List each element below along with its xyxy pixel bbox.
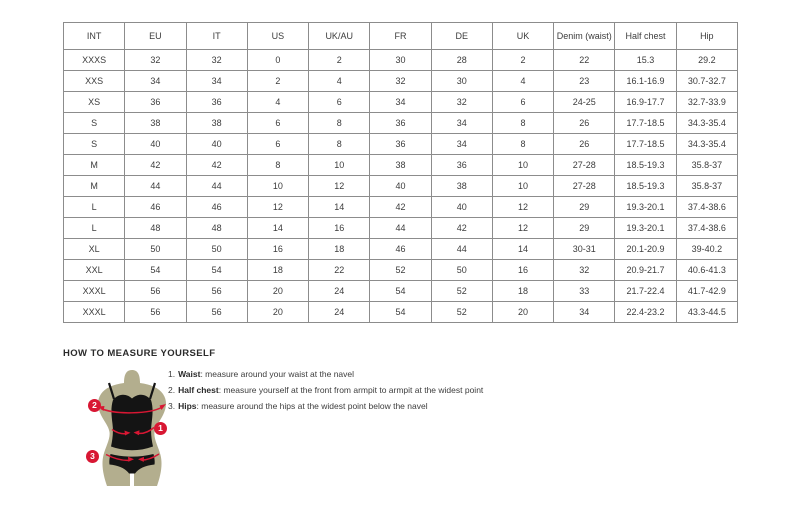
measure-item-text: : measure around the hips at the widest point below the navel bbox=[196, 401, 428, 411]
table-header-cell: UK/AU bbox=[309, 23, 370, 50]
table-cell: 8 bbox=[492, 134, 553, 155]
table-cell: 36 bbox=[186, 92, 247, 113]
table-cell: L bbox=[64, 197, 125, 218]
size-chart-table bbox=[63, 22, 738, 323]
table-cell: 2 bbox=[247, 71, 308, 92]
table-row bbox=[64, 50, 738, 71]
table-cell: 29.2 bbox=[676, 50, 737, 71]
measure-item-label: Half chest bbox=[178, 385, 219, 395]
measure-item-label: Waist bbox=[178, 369, 201, 379]
table-cell: 39-40.2 bbox=[676, 239, 737, 260]
table-cell: 34 bbox=[125, 71, 186, 92]
table-row bbox=[64, 134, 738, 155]
table-header-cell: IT bbox=[186, 23, 247, 50]
table-header-cell: US bbox=[247, 23, 308, 50]
measure-instructions-list bbox=[168, 370, 483, 418]
table-cell: M bbox=[64, 155, 125, 176]
table-row bbox=[64, 302, 738, 323]
table-row bbox=[64, 218, 738, 239]
table-cell: 48 bbox=[125, 218, 186, 239]
table-row bbox=[64, 197, 738, 218]
mannequin-illustration bbox=[82, 367, 182, 490]
table-cell: 12 bbox=[309, 176, 370, 197]
table-cell: 34 bbox=[186, 71, 247, 92]
table-cell: 56 bbox=[186, 281, 247, 302]
table-header-cell: EU bbox=[125, 23, 186, 50]
table-cell: 35.8-37 bbox=[676, 155, 737, 176]
table-cell: 34.3-35.4 bbox=[676, 134, 737, 155]
table-cell: 36 bbox=[431, 155, 492, 176]
table-cell: 42 bbox=[125, 155, 186, 176]
table-cell: 12 bbox=[492, 197, 553, 218]
table-cell: 54 bbox=[370, 281, 431, 302]
table-cell: 2 bbox=[309, 50, 370, 71]
table-cell: 38 bbox=[431, 176, 492, 197]
table-cell: 50 bbox=[125, 239, 186, 260]
table-cell: 38 bbox=[125, 113, 186, 134]
table-cell: 40 bbox=[370, 176, 431, 197]
table-cell: 30 bbox=[370, 50, 431, 71]
measure-item-half-chest bbox=[168, 386, 483, 395]
table-cell: 30-31 bbox=[554, 239, 615, 260]
table-cell: 34 bbox=[431, 134, 492, 155]
table-header-cell: UK bbox=[492, 23, 553, 50]
table-cell: 36 bbox=[125, 92, 186, 113]
table-cell: L bbox=[64, 218, 125, 239]
table-cell: 52 bbox=[370, 260, 431, 281]
table-cell: S bbox=[64, 113, 125, 134]
table-cell: 37.4-38.6 bbox=[676, 197, 737, 218]
table-cell: 27-28 bbox=[554, 176, 615, 197]
table-cell: 50 bbox=[431, 260, 492, 281]
table-cell: 52 bbox=[431, 302, 492, 323]
table-cell: 6 bbox=[309, 92, 370, 113]
measure-item-number: 2. bbox=[168, 385, 176, 395]
table-cell: 32 bbox=[186, 50, 247, 71]
table-header-cell: INT bbox=[64, 23, 125, 50]
table-cell: 8 bbox=[492, 113, 553, 134]
table-cell: 18 bbox=[309, 239, 370, 260]
table-cell: 24 bbox=[309, 281, 370, 302]
table-cell: 44 bbox=[431, 239, 492, 260]
table-cell: 38 bbox=[186, 113, 247, 134]
table-cell: XXXS bbox=[64, 50, 125, 71]
table-cell: 20.9-21.7 bbox=[615, 260, 676, 281]
table-cell: 19.3-20.1 bbox=[615, 197, 676, 218]
table-cell: XXXL bbox=[64, 281, 125, 302]
waist-marker-badge: 1 bbox=[154, 422, 167, 435]
table-cell: 22 bbox=[554, 50, 615, 71]
table-cell: 10 bbox=[247, 176, 308, 197]
table-cell: 18.5-19.3 bbox=[615, 176, 676, 197]
table-cell: 8 bbox=[309, 134, 370, 155]
table-cell: 24-25 bbox=[554, 92, 615, 113]
table-cell: 34 bbox=[431, 113, 492, 134]
table-cell: 15.3 bbox=[615, 50, 676, 71]
table-cell: XXXL bbox=[64, 302, 125, 323]
table-header-cell: Hip bbox=[676, 23, 737, 50]
table-cell: 4 bbox=[309, 71, 370, 92]
table-cell: 6 bbox=[247, 134, 308, 155]
mannequin-figure-icon bbox=[82, 367, 182, 490]
table-row bbox=[64, 155, 738, 176]
table-cell: 12 bbox=[492, 218, 553, 239]
table-row bbox=[64, 239, 738, 260]
table-cell: 44 bbox=[186, 176, 247, 197]
table-cell: 8 bbox=[309, 113, 370, 134]
table-cell: 27-28 bbox=[554, 155, 615, 176]
table-cell: 52 bbox=[431, 281, 492, 302]
table-cell: 40 bbox=[125, 134, 186, 155]
table-cell: 4 bbox=[492, 71, 553, 92]
table-cell: 4 bbox=[247, 92, 308, 113]
measure-item-text: : measure yourself at the front from armpit to armpit at the widest point bbox=[218, 385, 484, 395]
table-cell: 56 bbox=[186, 302, 247, 323]
table-cell: XXS bbox=[64, 71, 125, 92]
table-cell: 46 bbox=[370, 239, 431, 260]
table-cell: 48 bbox=[186, 218, 247, 239]
measure-item-text: : measure around your waist at the navel bbox=[200, 369, 355, 379]
table-cell: 29 bbox=[554, 218, 615, 239]
table-cell: 42 bbox=[186, 155, 247, 176]
table-row bbox=[64, 176, 738, 197]
table-cell: 46 bbox=[125, 197, 186, 218]
table-cell: 6 bbox=[492, 92, 553, 113]
table-cell: 30 bbox=[431, 71, 492, 92]
table-cell: 21.7-22.4 bbox=[615, 281, 676, 302]
table-cell: 32 bbox=[431, 92, 492, 113]
table-cell: 36 bbox=[370, 113, 431, 134]
table-cell: 8 bbox=[247, 155, 308, 176]
table-cell: 20.1-20.9 bbox=[615, 239, 676, 260]
table-cell: 34.3-35.4 bbox=[676, 113, 737, 134]
table-row bbox=[64, 260, 738, 281]
table-cell: 18.5-19.3 bbox=[615, 155, 676, 176]
table-cell: 19.3-20.1 bbox=[615, 218, 676, 239]
table-cell: 16 bbox=[247, 239, 308, 260]
table-header-cell: Denim (waist) bbox=[554, 23, 615, 50]
table-cell: 32.7-33.9 bbox=[676, 92, 737, 113]
table-cell: 54 bbox=[186, 260, 247, 281]
table-cell: 0 bbox=[247, 50, 308, 71]
table-cell: 28 bbox=[431, 50, 492, 71]
table-cell: 14 bbox=[309, 197, 370, 218]
table-cell: 18 bbox=[492, 281, 553, 302]
table-cell: 16 bbox=[492, 260, 553, 281]
table-cell: 44 bbox=[125, 176, 186, 197]
table-cell: 46 bbox=[186, 197, 247, 218]
table-cell: 50 bbox=[186, 239, 247, 260]
table-cell: 2 bbox=[492, 50, 553, 71]
table-cell: 34 bbox=[554, 302, 615, 323]
measure-item-hips bbox=[168, 402, 483, 411]
measure-section-heading: HOW TO MEASURE YOURSELF bbox=[63, 348, 216, 359]
table-cell: 40 bbox=[431, 197, 492, 218]
measure-item-number: 1. bbox=[168, 369, 176, 379]
table-cell: 32 bbox=[370, 71, 431, 92]
table-cell: 37.4-38.6 bbox=[676, 218, 737, 239]
table-cell: 56 bbox=[125, 302, 186, 323]
table-cell: 10 bbox=[492, 155, 553, 176]
table-row bbox=[64, 113, 738, 134]
table-cell: 40 bbox=[186, 134, 247, 155]
table-cell: M bbox=[64, 176, 125, 197]
table-cell: 54 bbox=[125, 260, 186, 281]
size-chart-body bbox=[64, 50, 738, 323]
measure-item-number: 3. bbox=[168, 401, 176, 411]
table-cell: 43.3-44.5 bbox=[676, 302, 737, 323]
table-cell: 6 bbox=[247, 113, 308, 134]
table-cell: 34 bbox=[370, 92, 431, 113]
table-cell: 14 bbox=[247, 218, 308, 239]
table-cell: 20 bbox=[247, 302, 308, 323]
table-cell: 16 bbox=[309, 218, 370, 239]
table-header-row bbox=[64, 23, 738, 50]
table-cell: 24 bbox=[309, 302, 370, 323]
table-cell: 35.8-37 bbox=[676, 176, 737, 197]
table-cell: 16.9-17.7 bbox=[615, 92, 676, 113]
table-cell: 56 bbox=[125, 281, 186, 302]
hips-marker-badge: 3 bbox=[86, 450, 99, 463]
table-cell: 44 bbox=[370, 218, 431, 239]
table-cell: XL bbox=[64, 239, 125, 260]
table-cell: 22 bbox=[309, 260, 370, 281]
table-cell: 40.6-41.3 bbox=[676, 260, 737, 281]
table-cell: 26 bbox=[554, 113, 615, 134]
table-row bbox=[64, 71, 738, 92]
table-row bbox=[64, 92, 738, 113]
measure-item-label: Hips bbox=[178, 401, 197, 411]
size-chart-header bbox=[64, 23, 738, 50]
table-cell: 42 bbox=[431, 218, 492, 239]
table-cell: 41.7-42.9 bbox=[676, 281, 737, 302]
table-cell: 36 bbox=[370, 134, 431, 155]
table-cell: 26 bbox=[554, 134, 615, 155]
table-cell: 12 bbox=[247, 197, 308, 218]
table-cell: 20 bbox=[247, 281, 308, 302]
table-cell: 14 bbox=[492, 239, 553, 260]
table-header-cell: FR bbox=[370, 23, 431, 50]
table-cell: 22.4-23.2 bbox=[615, 302, 676, 323]
table-cell: 17.7-18.5 bbox=[615, 113, 676, 134]
table-cell: XS bbox=[64, 92, 125, 113]
table-cell: 18 bbox=[247, 260, 308, 281]
table-row bbox=[64, 281, 738, 302]
table-cell: S bbox=[64, 134, 125, 155]
table-cell: 32 bbox=[554, 260, 615, 281]
table-cell: XXL bbox=[64, 260, 125, 281]
table-cell: 32 bbox=[125, 50, 186, 71]
table-cell: 33 bbox=[554, 281, 615, 302]
table-cell: 30.7-32.7 bbox=[676, 71, 737, 92]
table-cell: 10 bbox=[492, 176, 553, 197]
table-cell: 38 bbox=[370, 155, 431, 176]
table-cell: 29 bbox=[554, 197, 615, 218]
table-cell: 42 bbox=[370, 197, 431, 218]
measure-item-waist bbox=[168, 370, 483, 379]
table-cell: 54 bbox=[370, 302, 431, 323]
table-cell: 23 bbox=[554, 71, 615, 92]
table-cell: 16.1-16.9 bbox=[615, 71, 676, 92]
table-header-cell: Half chest bbox=[615, 23, 676, 50]
table-header-cell: DE bbox=[431, 23, 492, 50]
table-cell: 20 bbox=[492, 302, 553, 323]
table-cell: 17.7-18.5 bbox=[615, 134, 676, 155]
chest-marker-badge: 2 bbox=[88, 399, 101, 412]
table-cell: 10 bbox=[309, 155, 370, 176]
